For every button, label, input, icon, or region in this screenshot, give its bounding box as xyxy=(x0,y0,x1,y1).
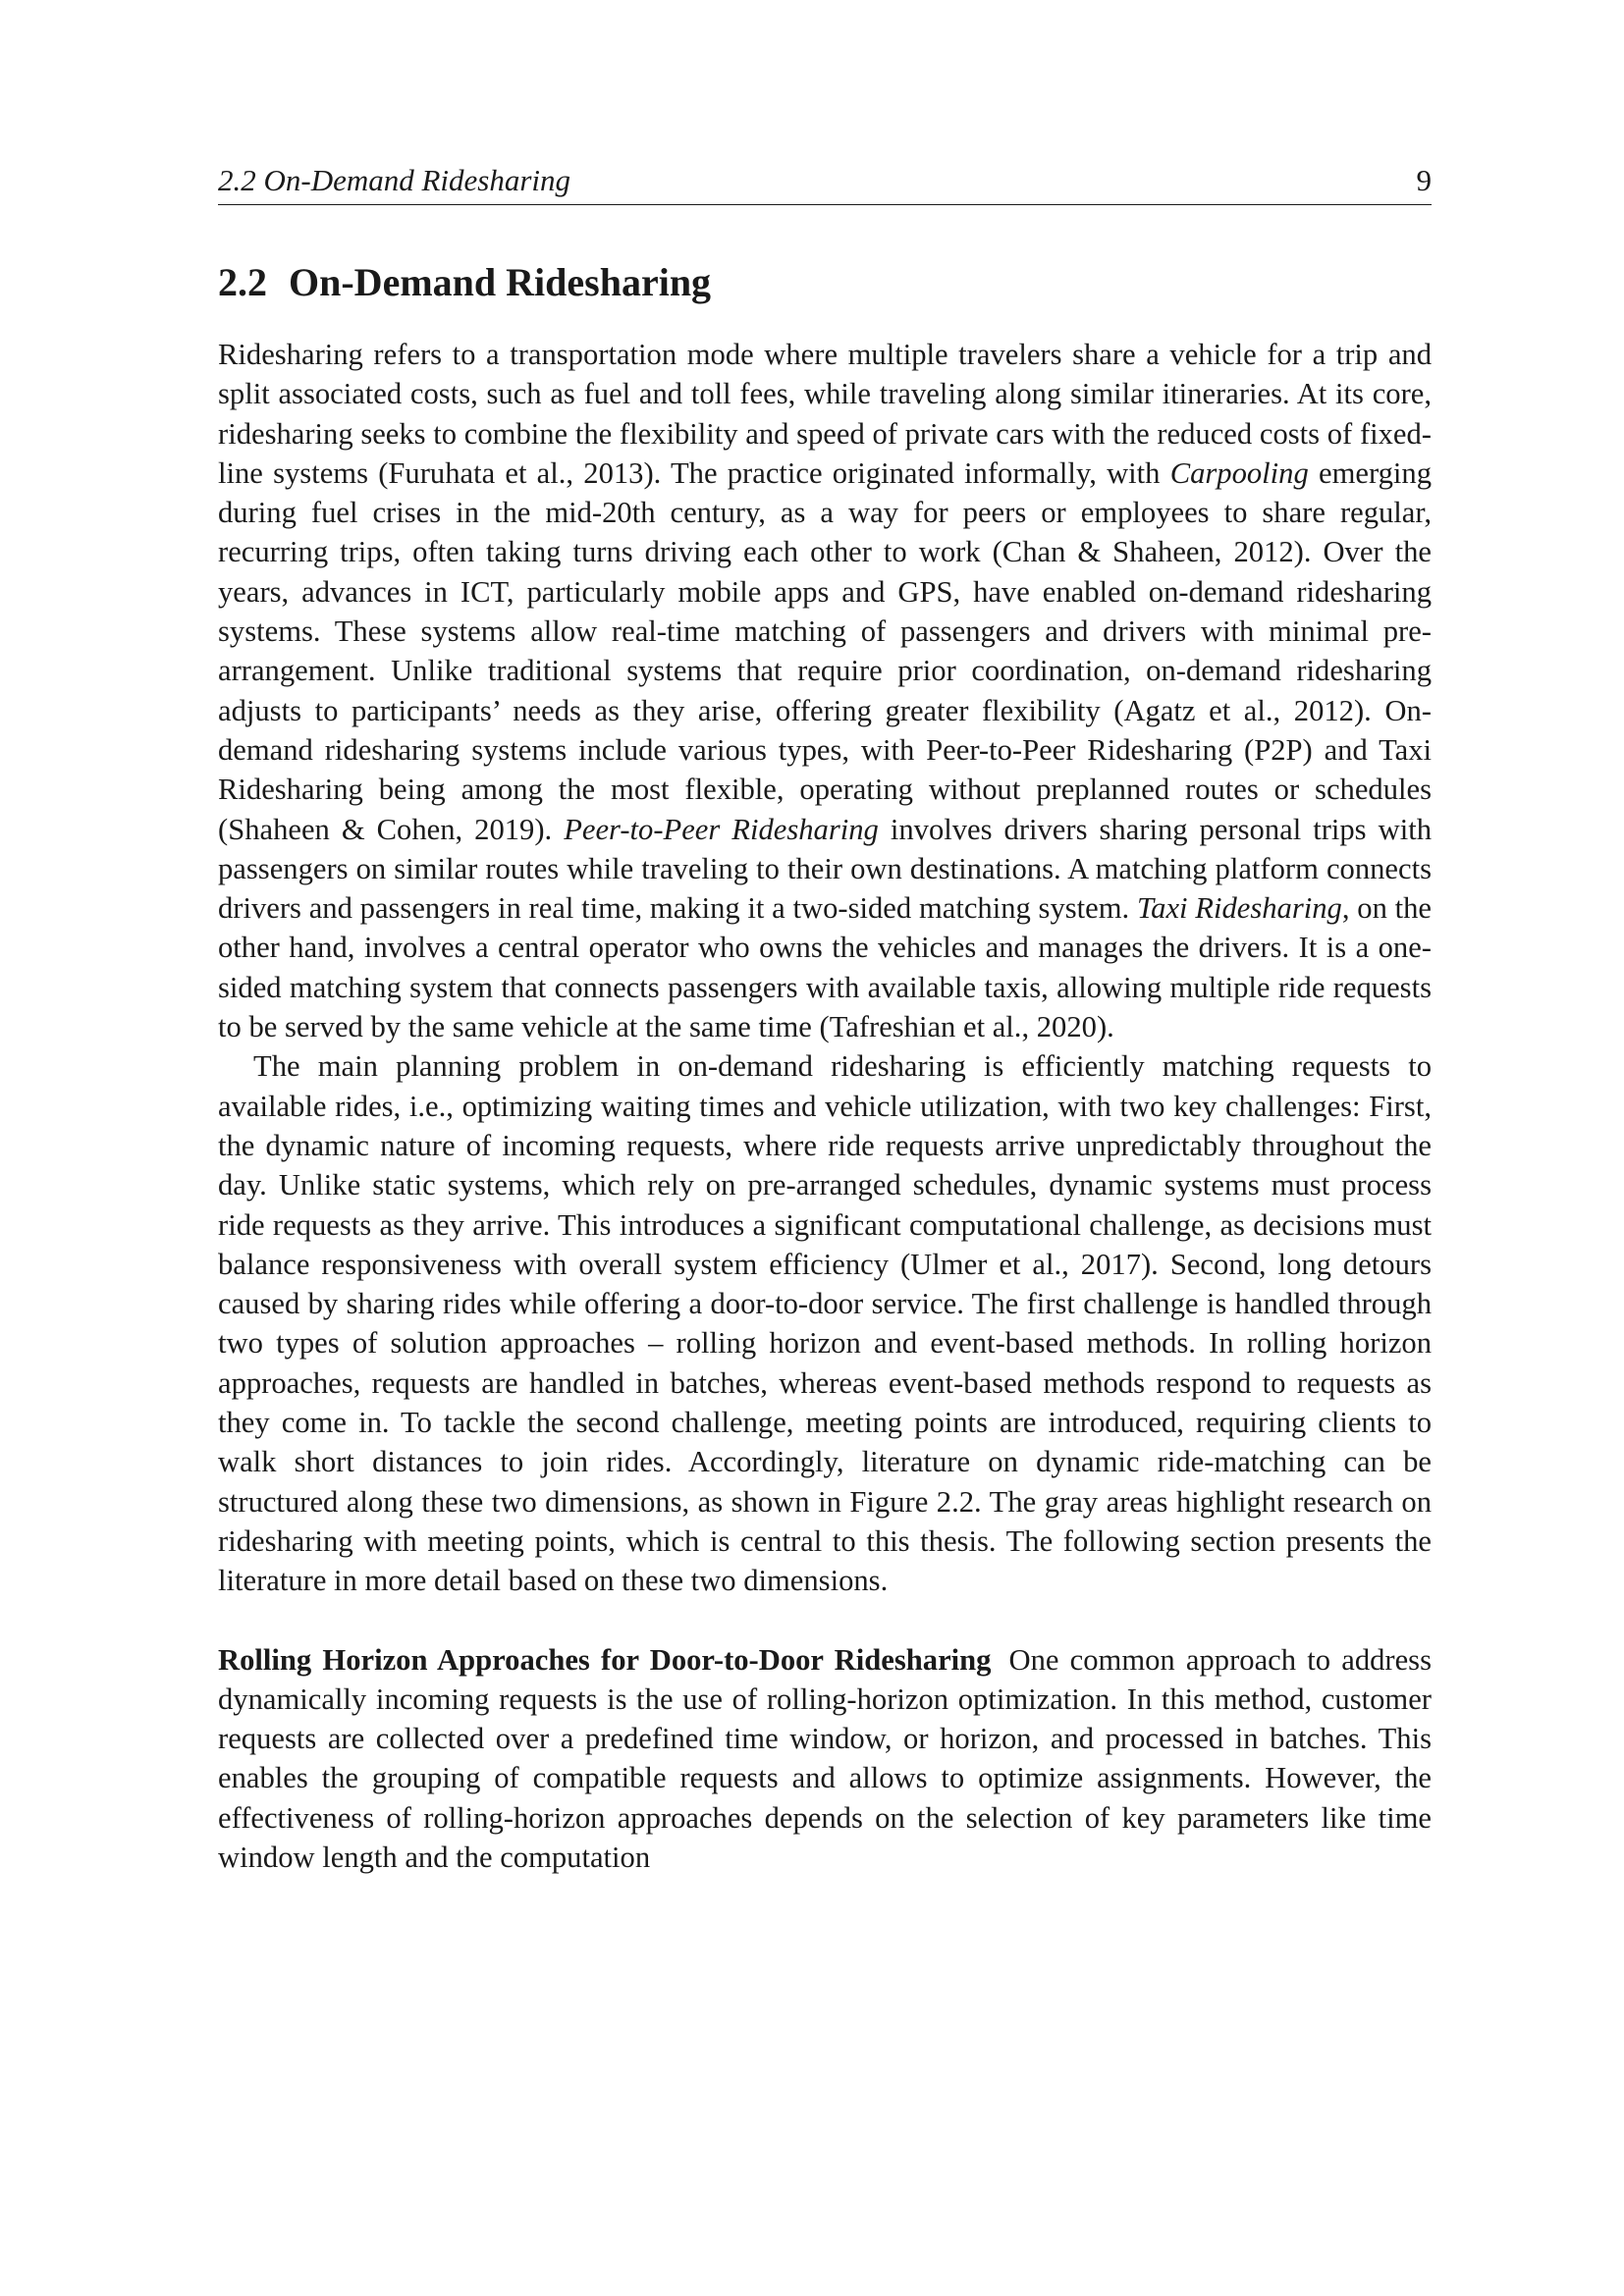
term-taxi-ridesharing: Taxi Ridesharing xyxy=(1136,891,1342,926)
term-peer-to-peer: Peer-to-Peer Ridesharing xyxy=(564,812,879,846)
paragraph-3-text: One common approach to address dynamically incoming requests is the use of rolling-horizon optimization. In this method, customer requests are collected over a predefined time window, or horizon, and processed in batches. This enables the grouping of compatible requests and allows to optimize assignments. However, the effectiveness of rolling-horizon approaches depends on the selection of key parameters like time window length and the computation xyxy=(218,1642,1432,1874)
paragraph-1-part-1: Ridesharing refers to a transportation mode where multiple travelers share a vehicle for a trip and split associated costs, such as fuel and toll fees, while traveling along similar itineraries. At its core, ridesharing seeks to combine the flexibility and speed of private cars with the reduced costs of fixed-line systems (Furuhata et al., 2013). The practice originated informally, with xyxy=(218,338,1432,490)
section-heading xyxy=(218,257,711,308)
running-head xyxy=(218,161,1432,205)
paragraph-1-part-2: emerging during fuel crises in the mid-20th century, as a way for peers or employees to share regular, recurring trips, often taking turns driving each other to work (Chan & Shaheen, 2012). Over the years, advances in ICT, particularly mobile apps and GPS, have enabled on-demand ridesharing systems. These systems allow real-time matching of passengers and drivers with minimal pre-arrangement. Unlike traditional systems that require prior coordination, on-demand ridesharing adjusts to participants’ needs as they arise, offering greater flexibility (Agatz et al., 2012). On-demand ridesharing systems include various types, with Peer-to-Peer Ridesharing (P2P) and Taxi Ridesharing being among the most flexible, operating without preplanned routes or schedules (Shaheen & Cohen, 2019). xyxy=(218,455,1432,846)
paragraph-1 xyxy=(218,335,1432,1046)
run-in-heading: Rolling Horizon Approaches for Door-to-Door Ridesharing xyxy=(218,1642,992,1677)
paragraph-2: The main planning problem in on-demand ridesharing is efficiently matching requests to available rides, i.e., optimizing waiting times and vehicle utilization, with two key challenges: First, the dynamic nature of incoming requests, where ride requests arrive unpredictably throughout the day. Unlike static systems, which rely on pre-arranged schedules, dynamic systems must process ride requests as they arrive. This introduces a significant computational challenge, as decisions must balance responsiveness with overall system efficiency (Ulmer et al., 2017). Second, long detours caused by sharing rides while offering a door-to-door service. The first challenge is handled through two types of solution approaches – rolling horizon and event-based methods. In rolling horizon approaches, requests are handled in batches, whereas event-based methods respond to requests as they come in. To tackle the second challenge, meeting points are introduced, requiring clients to walk short distances to join rides. Accordingly, literature on dynamic ride-matching can be structured along these two dimensions, as shown in Figure 2.2. The gray areas highlight research on ridesharing with meeting points, which is central to this thesis. The following section presents the literature in more detail based on these two dimensions. xyxy=(218,1049,1432,1598)
paragraph-3 xyxy=(218,1640,1432,1878)
paragraph-1-part-4: , on the other hand, involves a central operator who owns the vehicles and manages the drivers. It is a one-sided matching system that connects passengers with available taxis, allowing multiple ride requests to be served by the same vehicle at the same time (Tafreshian et al., 2020). xyxy=(218,891,1432,1044)
page-number: 9 xyxy=(1416,163,1432,197)
term-carpooling: Carpooling xyxy=(1169,455,1309,490)
section-title: On-Demand Ridesharing xyxy=(289,260,712,304)
body-text xyxy=(218,335,1432,1877)
running-head-title: 2.2 On-Demand Ridesharing xyxy=(218,163,571,197)
section-number: 2.2 xyxy=(218,260,267,304)
paragraph-1-part-3: involves drivers sharing personal trips with passengers on similar routes while traveling to their own destinations. A matching platform connects drivers and passengers in real time, making it a two-sided matching system. xyxy=(218,812,1432,926)
